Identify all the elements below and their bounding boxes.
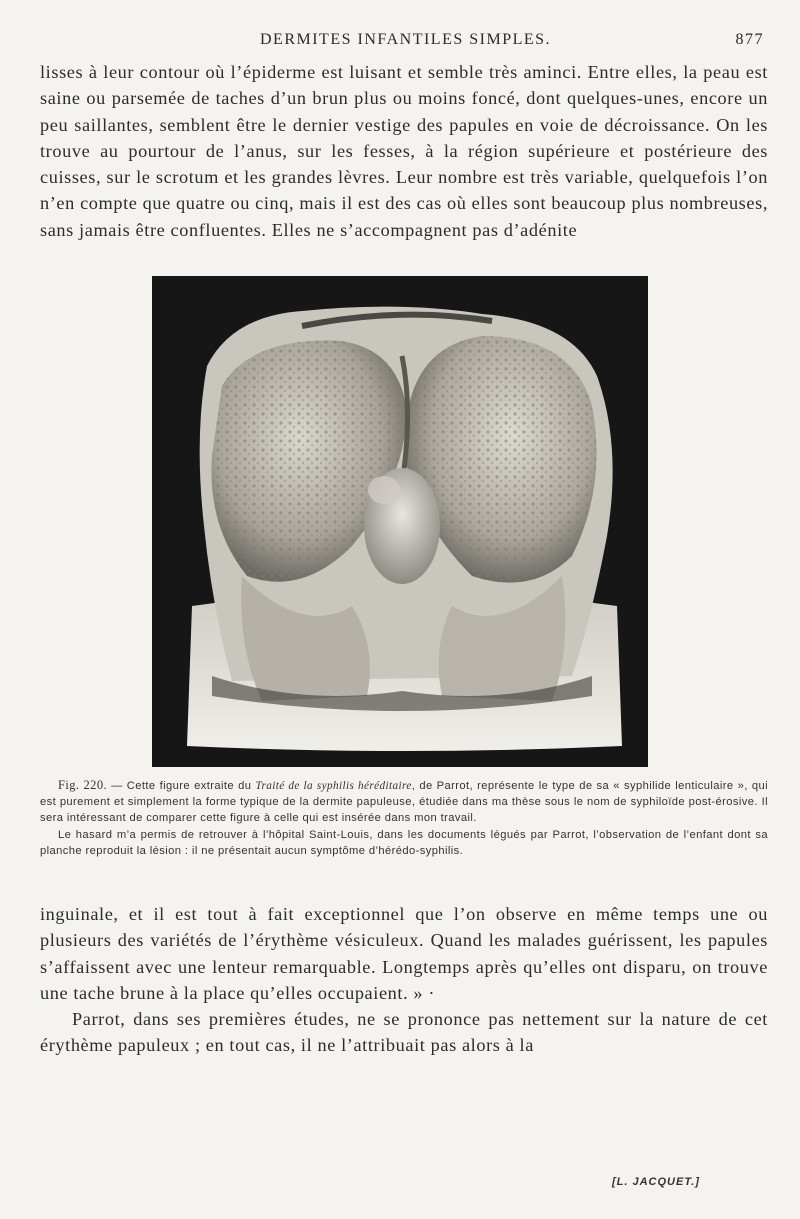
caption-text: , de Parrot, représente le type de sa « syphilide lenticulaire », qui est purement et simplement la forme typique de la dermite papuleuse, étudiée dans ma thèse sous le nom de syphiloïde post-érosive. Il sera intéressant de comparer cette figure à celle qui est insérée dans mon travail.	[40, 780, 768, 825]
paragraph: lisses à leur contour où l’épiderme est luisant et semble très aminci. Entre elles, la peau est saine ou parsemée de taches d’un brun plus ou moins foncé, dont quelques-unes, encore un peu saillantes, semblent être le dernier vestige des papules en voie de décroissance. On les trouve au pourtour de l’anus, sur les fesses, à la région supérieure et postérieure des cuisses, sur le scrotum et les grandes lèvres. Leur nombre est très variable, quelquefois l’on n’en compte que quatre ou cinq, mais il est des cas où elles sont beaucoup plus nombreuses, sans jamais être confluentes. Elles ne s’accompagnent pas d’adénite	[40, 62, 768, 240]
figure-caption	[40, 777, 768, 859]
running-title: DERMITES INFANTILES SIMPLES.	[260, 31, 552, 48]
paragraph: Parrot, dans ses premières études, ne se prononce pas nettement sur la nature de cet érythème papuleux ; en tout cas, il ne l’attribuait pas alors à la	[40, 1009, 768, 1056]
author-signature: [L. JACQUET.]	[612, 1176, 700, 1188]
caption-text: — Cette figure extraite du	[107, 780, 256, 792]
body-text-bottom	[40, 901, 768, 1059]
caption-paragraph: Le hasard m’a permis de retrouver à l’hôpital Saint-Louis, dans les documents légués par Parrot, l’observation de l’enfant dont sa planche reproduit la lésion : il ne présentait aucun symptôme d’hérédo-syphilis.	[40, 828, 768, 857]
caption-paragraph	[40, 777, 768, 827]
page-header	[0, 31, 800, 57]
figure-illustration	[152, 276, 648, 767]
caption-italic-title: Traité de la syphilis héréditaire	[255, 780, 412, 792]
figure-label: Fig. 220.	[58, 778, 107, 792]
body-text-top	[40, 59, 768, 243]
plaster-cast-illustration	[152, 276, 648, 767]
paragraph: inguinale, et il est tout à fait exceptionnel que l’on observe en même temps une ou plusieurs des variétés de l’érythème vésiculeux. Quand les malades guérissent, les papules s’affaissent avec une lenteur remarquable. Longtemps après qu’elles ont disparu, on trouve une tache brune à la place qu’elles occupaient. » ·	[40, 904, 768, 1003]
page-number: 877	[735, 31, 764, 48]
